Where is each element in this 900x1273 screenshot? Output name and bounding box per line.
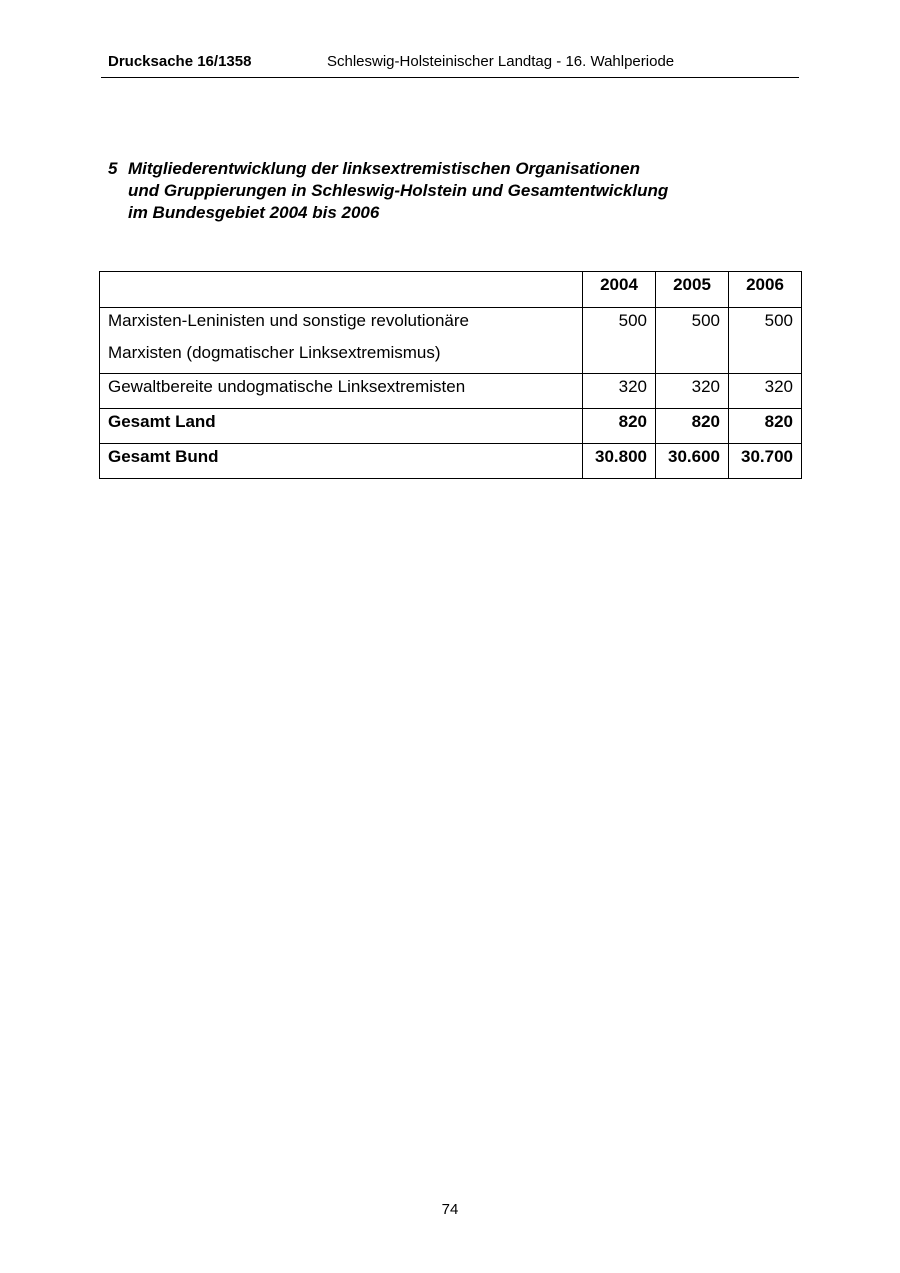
section-title-line: und Gruppierungen in Schleswig-Holstein und Gesamtentwicklung: [128, 181, 669, 200]
section-number: 5: [108, 159, 118, 178]
row-label-cell: [100, 444, 583, 479]
header-cell-year: 2004: [583, 272, 656, 308]
value-cell: 30.700: [729, 444, 802, 479]
row-label-cell: [100, 409, 583, 444]
header-cell-year: 2006: [729, 272, 802, 308]
total-row-land: [100, 409, 802, 444]
page-number: 74: [441, 1201, 459, 1218]
header-cell-empty: [100, 272, 583, 308]
value-cell: 320: [656, 374, 729, 409]
membership-table: [99, 271, 802, 479]
value-cell: 320: [729, 374, 802, 409]
row-label-cell: [100, 374, 583, 409]
row-label: Marxisten (dogmatischer Linksextremismus): [108, 343, 441, 362]
total-row-bund: [100, 444, 802, 479]
section-title-line: Mitgliederentwicklung der linksextremistischen Organisationen: [128, 159, 641, 178]
row-label-cell: [100, 308, 583, 374]
table-header-row: [100, 272, 802, 308]
header-cell-year: 2005: [656, 272, 729, 308]
value-cell: 320: [583, 374, 656, 409]
row-label: Gewaltbereite undogmatische Linksextremisten: [108, 377, 466, 396]
value-cell: 820: [656, 409, 729, 444]
parliament-header-title: Schleswig-Holsteinischer Landtag - 16. Wahlperiode: [327, 53, 675, 70]
section-title: [128, 158, 768, 224]
value-cell: 500: [729, 308, 802, 374]
row-label: Gesamt Bund: [108, 447, 219, 466]
value-cell: 500: [656, 308, 729, 374]
row-label: Gesamt Land: [108, 412, 216, 431]
value-cell: 500: [583, 308, 656, 374]
value-cell: 30.800: [583, 444, 656, 479]
section-title-line: im Bundesgebiet 2004 bis 2006: [128, 203, 380, 222]
value-cell: 30.600: [656, 444, 729, 479]
table-row: [100, 374, 802, 409]
value-cell: 820: [583, 409, 656, 444]
header-divider: [101, 77, 799, 78]
row-label: Marxisten-Leninisten und sonstige revolutionäre: [108, 311, 469, 330]
document-number: Drucksache 16/1358: [108, 53, 252, 70]
table-row: [100, 308, 802, 374]
value-cell: 820: [729, 409, 802, 444]
